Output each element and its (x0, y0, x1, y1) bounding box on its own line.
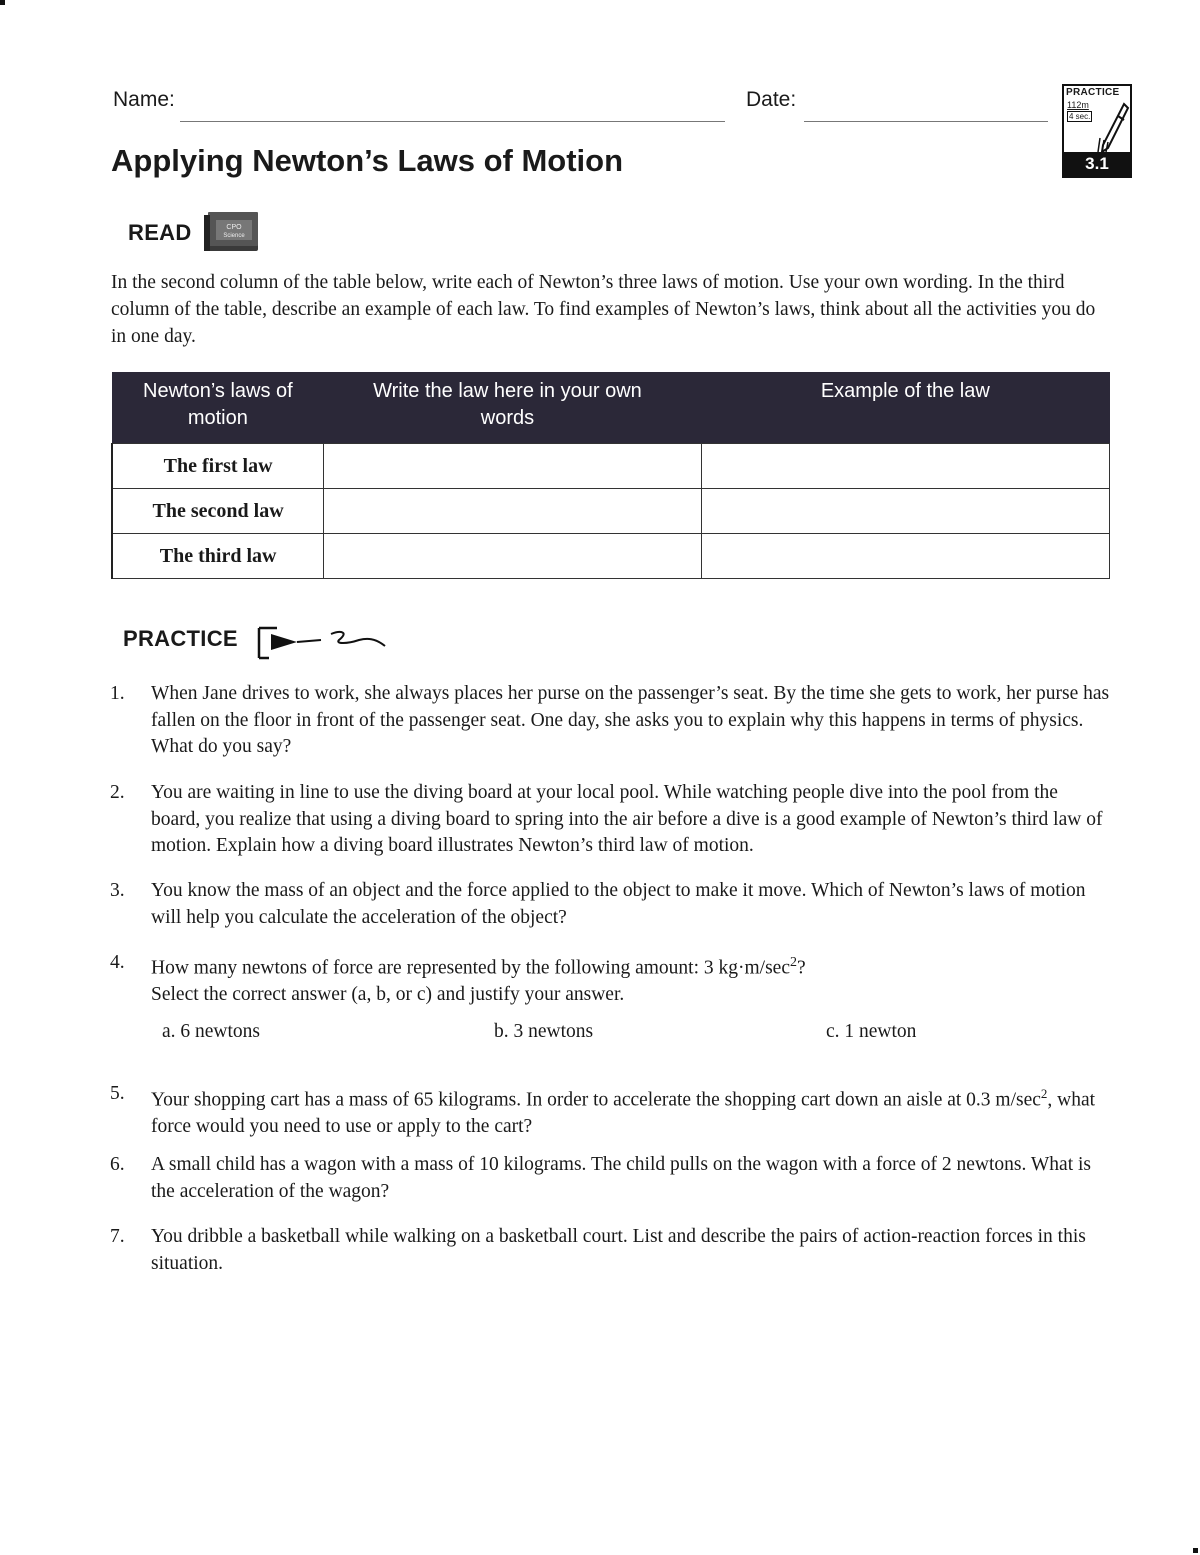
question-instruction: Select the correct answer (a, b, or c) and justify your answer. (151, 984, 625, 1005)
question-number: 4. (110, 952, 125, 973)
pencil-icon (1096, 102, 1130, 154)
column-header-own-words: Write the law here in your own words (324, 372, 701, 444)
superscript: 2 (1040, 1086, 1048, 1101)
question-text (151, 1081, 1110, 1141)
badge-formula-denominator: 4 sec. (1069, 112, 1091, 121)
question-number: 3. (110, 880, 125, 901)
question-text (151, 950, 1110, 1009)
question-text: When Jane drives to work, she always places her purse on the passenger’s seat. By the time she gets to work, her purse has fallen on the floor in front of the passenger seat. One day, she asks you to explain why this happens in terms of physics. What do you say? (151, 683, 1110, 757)
question-1 (110, 681, 1110, 761)
question-7 (110, 1224, 1110, 1277)
question-number: 1. (110, 683, 125, 704)
book-icon (202, 210, 260, 252)
own-words-cell[interactable] (324, 489, 701, 534)
question-6 (110, 1152, 1110, 1205)
date-label: Date: (746, 88, 797, 111)
read-instructions: In the second column of the table below, write each of Newton’s three laws of motion. Use your own wording. In the third column of the table, describe an example of each law. To find examples of Newton’s laws, think about all the activities you do in one day. (111, 272, 1096, 347)
answer-option-c[interactable]: c. 1 newton (826, 1021, 917, 1042)
badge-label: PRACTICE (1066, 87, 1120, 98)
law-name-cell: The third law (112, 534, 324, 579)
answer-option-b[interactable]: b. 3 newtons (494, 1021, 594, 1042)
question-number: 6. (110, 1154, 125, 1175)
question-2 (110, 780, 1110, 860)
table-row (112, 444, 1110, 489)
example-cell[interactable] (701, 444, 1109, 489)
question-text: A small child has a wagon with a mass of 10 kilograms. The child pulls on the wagon with a force of 2 newtons. What is the acceleration of the wagon? (151, 1154, 1091, 1202)
table-row (112, 489, 1110, 534)
question-4 (110, 950, 1110, 1009)
question-text-part: Your shopping cart has a mass of 65 kilograms. In order to accelerate the shopping cart down an aisle at 0.3 m/sec (151, 1089, 1041, 1111)
own-words-cell[interactable] (324, 534, 701, 579)
name-field[interactable] (180, 121, 725, 122)
scan-mark (1193, 1548, 1198, 1553)
practice-badge (1062, 84, 1132, 178)
question-text: You know the mass of an object and the force applied to the object to make it move. Which of Newton’s laws of motion will help you calculate the acceleration of the object? (151, 880, 1086, 928)
scan-mark (0, 0, 5, 5)
read-heading: READ (128, 220, 192, 245)
example-cell[interactable] (701, 534, 1109, 579)
column-header-law: Newton’s laws of motion (112, 372, 324, 444)
answer-option-a[interactable]: a. 6 newtons (162, 1021, 261, 1042)
law-name-cell: The first law (112, 444, 324, 489)
badge-number: 3.1 (1064, 152, 1130, 176)
question-text: You dribble a basketball while walking on a basketball court. List and describe the pairs of action-reaction forces in this situation. (151, 1226, 1086, 1274)
badge-formula: 112m (1067, 100, 1089, 110)
book-icon-text: CPO (226, 224, 242, 231)
question-text-part: How many newtons of force are represented by the following amount: 3 kg·m/sec (151, 957, 790, 979)
superscript: 2 (789, 955, 797, 970)
question-number: 2. (110, 782, 125, 803)
question-number: 5. (110, 1083, 125, 1104)
column-header-example: Example of the law (701, 372, 1109, 444)
practice-heading: PRACTICE (123, 626, 238, 651)
date-field[interactable] (804, 121, 1048, 122)
name-label: Name: (113, 88, 175, 111)
table-row (112, 534, 1110, 579)
page-title: Applying Newton’s Laws of Motion (111, 143, 624, 178)
newton-laws-table (111, 372, 1110, 579)
table-header-row (112, 372, 1110, 444)
example-cell[interactable] (701, 489, 1109, 534)
own-words-cell[interactable] (324, 444, 701, 489)
question-text-part: ? (796, 957, 806, 979)
question-3 (110, 878, 1110, 931)
question-number: 7. (110, 1226, 125, 1247)
book-icon-text: Science (223, 233, 245, 239)
question-5 (110, 1081, 1110, 1141)
question-text-part: , what force would you need to use or apply to the cart? (151, 1089, 1096, 1137)
pencil-arrow-icon (255, 620, 395, 664)
law-name-cell: The second law (112, 489, 324, 534)
question-text: You are waiting in line to use the diving board at your local pool. While watching people dive into the pool from the board, you realize that using a diving board to spring into the air before a dive is a good example of Newton’s third law of motion. Explain how a diving board illustrates Newton’s third law of motion. (151, 782, 1103, 856)
